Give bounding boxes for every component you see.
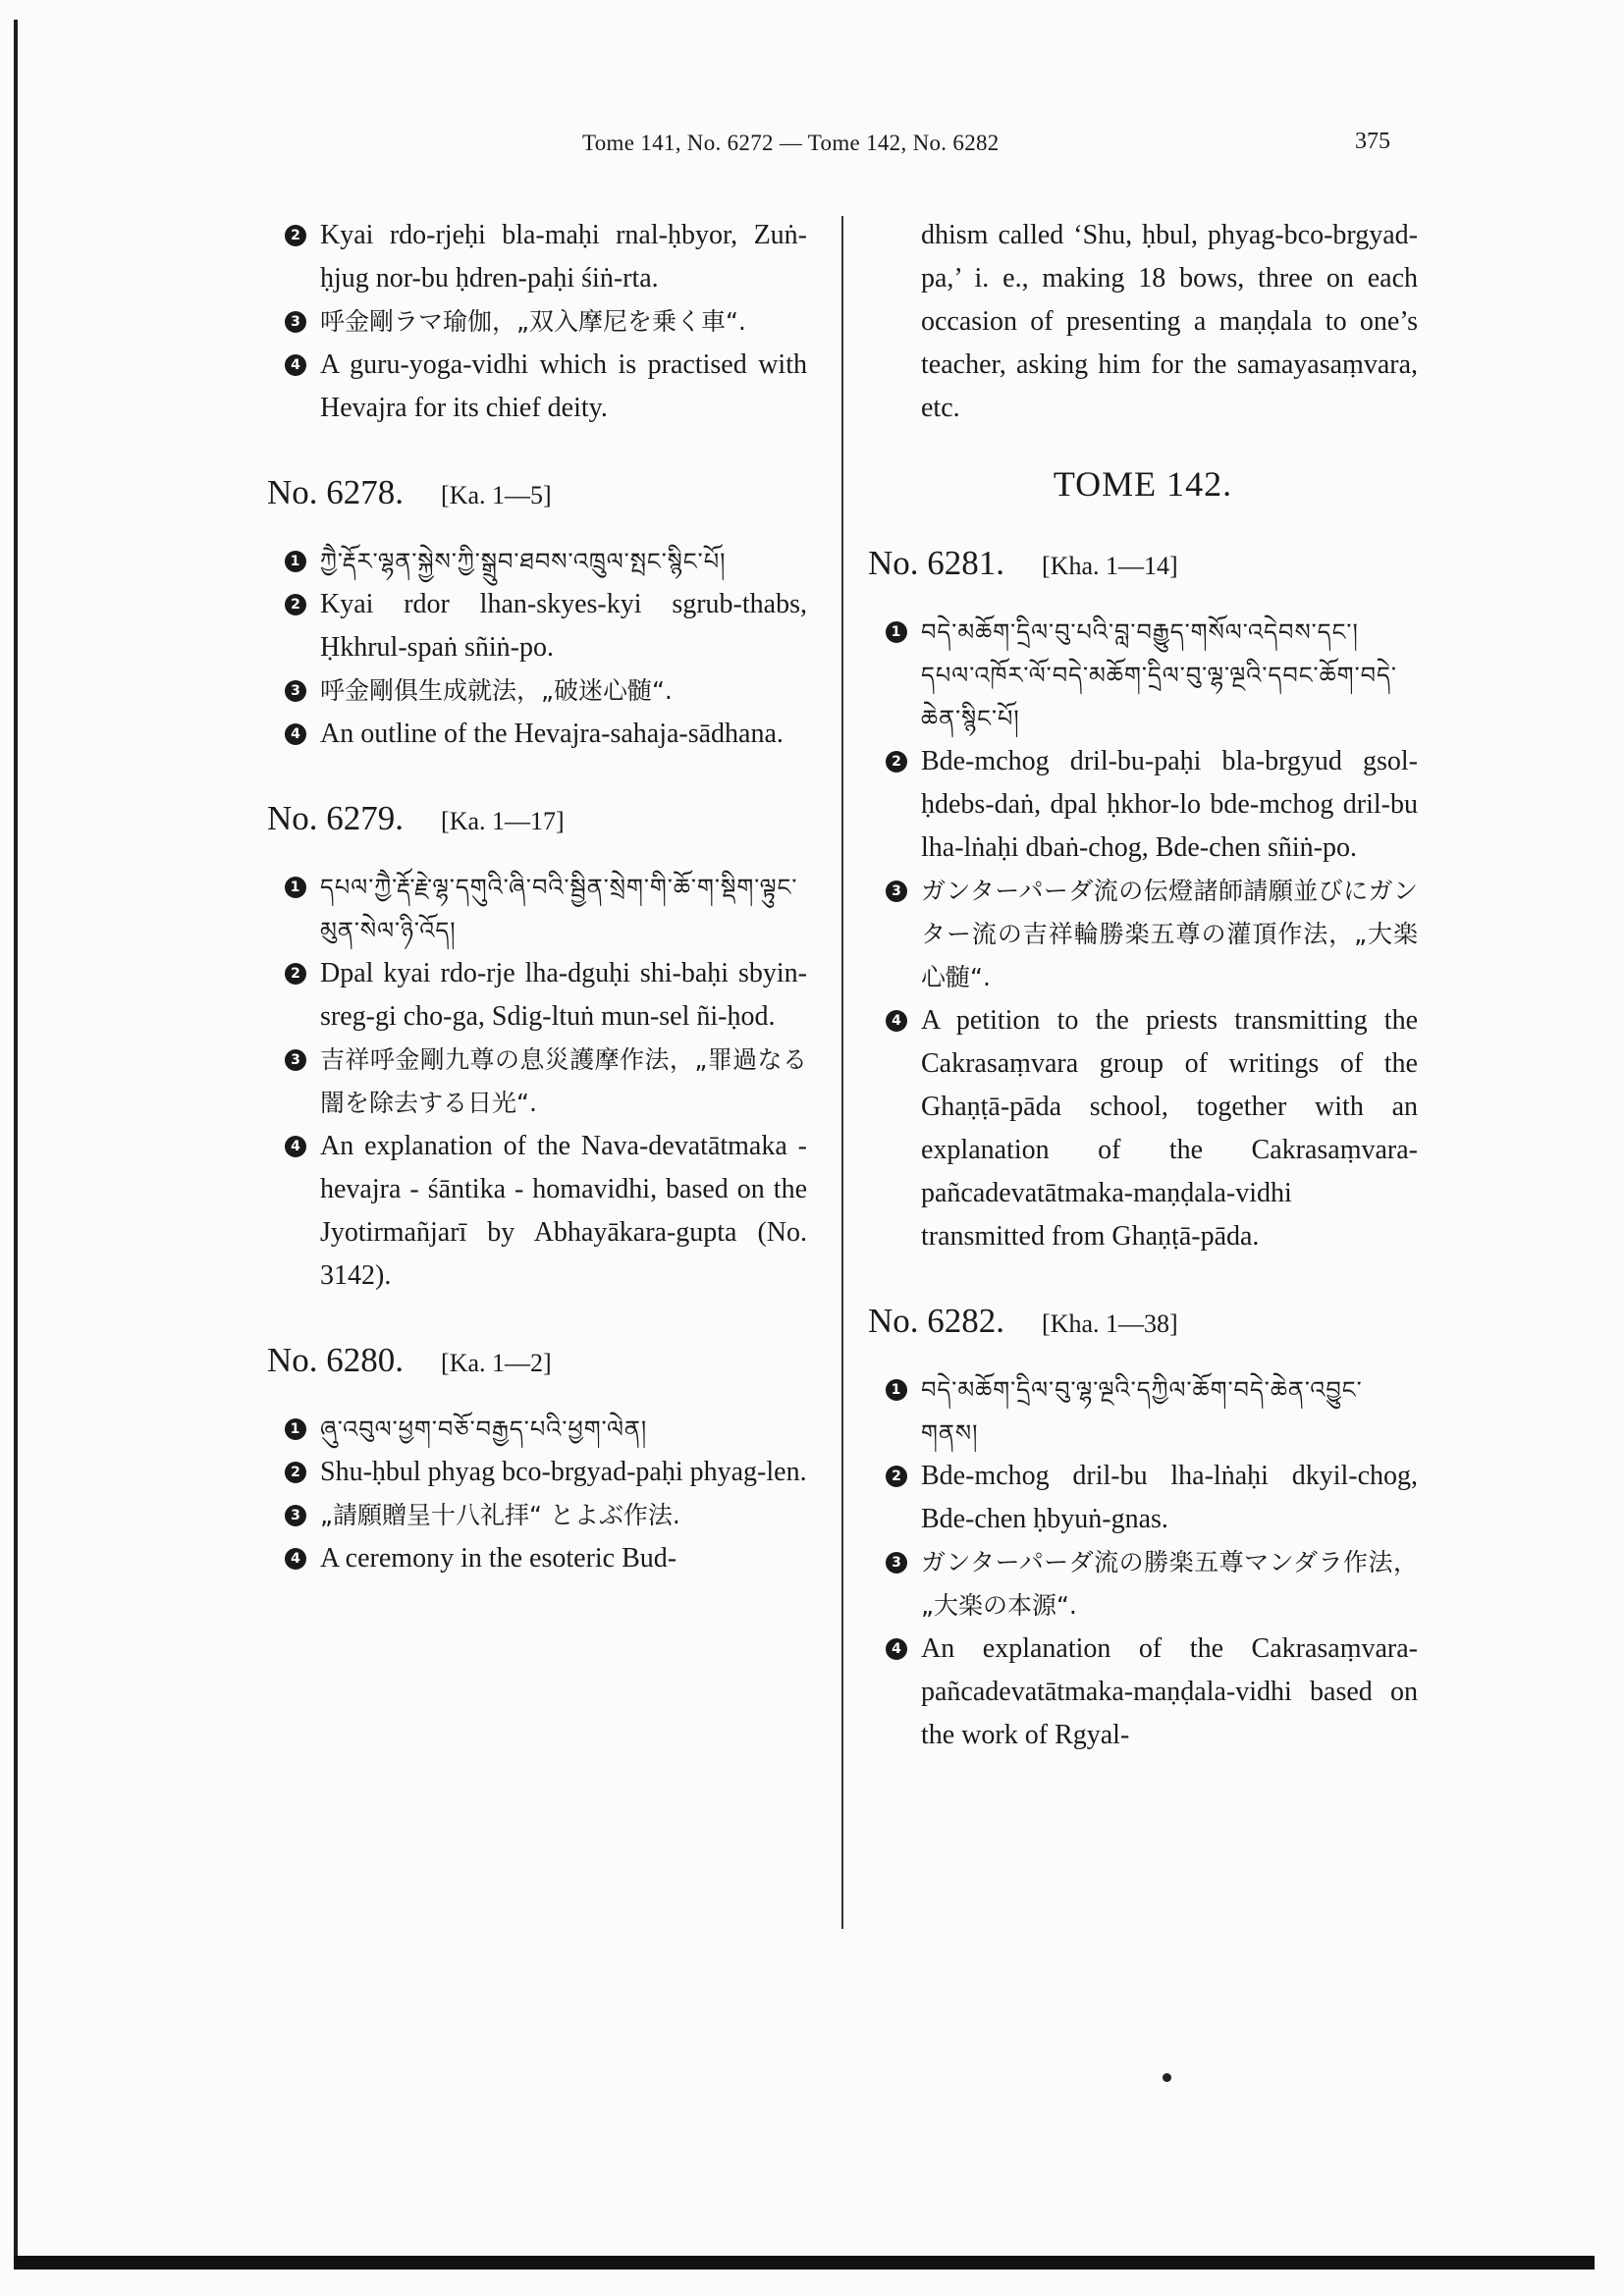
entry-reference: [Kha. 1—14]	[1042, 552, 1178, 580]
romanized-title: Shu-ḥbul phyag bco-brgyad-paḥi phyag-len.	[320, 1457, 807, 1487]
circled-number-marker: 1	[285, 1418, 306, 1440]
entry-heading	[868, 1302, 1418, 1341]
circled-number-marker: 1	[285, 551, 306, 572]
circled-number-marker: 1	[886, 621, 907, 643]
list-item	[267, 1408, 807, 1451]
circled-number-marker: 1	[285, 877, 306, 898]
list-item	[267, 1537, 807, 1580]
romanized-title: Dpal kyai rdo-rje lha-dguḥi shi-baḥi sbyin-sreg-gi cho-ga, Sdig-ltuṅ mun-sel ñi-ḥod.	[320, 958, 807, 1032]
circled-number-marker: 4	[886, 1010, 907, 1032]
list-item	[868, 1541, 1418, 1628]
japanese-title: ガンターパーダ流の伝燈諸師請願並びにガンター流の吉祥輪勝楽五尊の灌頂作法，„大楽心髄“.	[921, 877, 1418, 991]
entry-reference: [Ka. 1—5]	[441, 481, 552, 509]
column-divider	[841, 216, 843, 1929]
tome-title: TOME 142.	[1053, 464, 1233, 504]
list-item	[267, 540, 807, 583]
tibetan-title: ཞུ་འབུལ་ཕྱག་བཅོ་བརྒྱད་པའི་ཕྱག་ལེན།	[320, 1415, 648, 1443]
list-item	[868, 611, 1418, 740]
list-item	[267, 300, 807, 344]
entry-heading	[267, 799, 807, 838]
circled-number-marker: 3	[285, 680, 306, 702]
list-item	[868, 1368, 1418, 1455]
circled-number-marker: 4	[285, 354, 306, 376]
tibetan-title: ཀྱཻ་རྡོར་ལྷན་སྐྱེས་ཀྱི་སྒྲུབ་ཐབས་འཁྲུལ་སྤང་སྙིང་པོ།	[320, 548, 727, 575]
ink-speck	[1163, 2073, 1171, 2082]
list-item	[267, 1125, 807, 1298]
circled-number-marker: 4	[285, 1548, 306, 1570]
list-item	[267, 669, 807, 713]
romanized-title: Kyai rdo-rjeḥi bla-maḥi rnal-ḥbyor, Zuṅ-ḥjug nor-bu ḥdren-paḥi śiṅ-rta.	[320, 220, 807, 294]
japanese-title: 呼金剛ラマ瑜伽，„双入摩尼を乗く車“.	[320, 307, 746, 336]
description: An explanation of the Nava-devatātmaka - hevajra - śāntika - homavidhi, based on the Jyotirmañjarī by Abhayākara-gupta (No. 3142).	[320, 1131, 807, 1291]
romanized-title: Bde-mchog dril-bu-paḥi bla-brgyud gsol-ḥdebs-daṅ, dpal ḥkhor-lo bde-mchog dril-bu lha-lṅaḥi dbaṅ-chog, Bde-chen sñiṅ-po.	[921, 746, 1418, 863]
circled-number-marker: 4	[285, 723, 306, 745]
romanized-title: Kyai rdor lhan-skyes-kyi sgrub-thabs, Ḥkhrul-spaṅ sñiṅ-po.	[320, 589, 807, 663]
entry-reference: [Kha. 1—38]	[1042, 1309, 1178, 1338]
circled-number-marker: 2	[285, 1462, 306, 1483]
list-item	[267, 1039, 807, 1125]
page-number: 375	[1355, 129, 1390, 154]
scan-left-edge	[14, 20, 18, 2258]
description: An explanation of the Cakrasaṃvara-pañcadevatātmaka-maṇḍala-vidhi based on the work of Rgyal-	[921, 1633, 1418, 1750]
entry-number: No. 6279.	[267, 799, 405, 837]
circled-number-marker: 2	[285, 963, 306, 985]
description: A petition to the priests transmitting the Cakrasaṃvara group of writings of the Ghaṇṭā-pāda school, together with an explanation of the Cakrasaṃvara-pañcadevatātmaka-maṇḍala-vidhi transmitted from Ghaṇṭā-pāda.	[921, 1005, 1418, 1252]
japanese-title: 呼金剛俱生成就法，„破迷心髄“.	[320, 676, 673, 705]
circled-number-marker: 2	[886, 1466, 907, 1487]
circled-number-marker: 2	[285, 225, 306, 246]
circled-number-marker: 1	[886, 1379, 907, 1401]
circled-number-marker: 2	[886, 751, 907, 773]
entry-number: No. 6278.	[267, 473, 405, 511]
circled-number-marker: 3	[285, 1049, 306, 1071]
list-item	[267, 952, 807, 1039]
circled-number-marker: 2	[285, 594, 306, 615]
japanese-title: „請願贈呈十八礼拝“ とよぶ作法.	[320, 1501, 680, 1529]
circled-number-marker: 3	[285, 311, 306, 333]
list-item	[868, 870, 1418, 999]
romanized-title: Bde-mchog dril-bu lha-lṅaḥi dkyil-chog, Bde-chen ḥbyuṅ-gnas.	[921, 1461, 1418, 1534]
circled-number-marker: 3	[886, 1552, 907, 1574]
list-item	[267, 1451, 807, 1494]
circled-number-marker: 4	[886, 1638, 907, 1660]
running-head: Tome 141, No. 6272 — Tome 142, No. 6282	[582, 131, 1000, 155]
circled-number-marker: 3	[886, 881, 907, 902]
right-column	[868, 214, 1418, 1757]
circled-number-marker: 4	[285, 1136, 306, 1157]
entry-heading	[267, 473, 807, 512]
description: An outline of the Hevajra-sahaja-sādhana.	[320, 719, 784, 749]
list-item	[868, 1455, 1418, 1541]
list-item	[267, 344, 807, 430]
entry-number: No. 6281.	[868, 544, 1005, 582]
list-item	[267, 866, 807, 952]
left-column	[267, 214, 807, 1580]
tibetan-title: བདེ་མཆོག་དྲིལ་བུ་པའི་བླ་བརྒྱུད་གསོལ་འདེབས་དང་། དཔལ་འཁོར་ལོ་བདེ་མཆོག་དྲིལ་བུ་ལྷ་ལྔའི་དབང་ཆོག་བདེ་ཆེན་སྙིང་པོ།	[921, 618, 1397, 732]
entry-heading	[267, 1341, 807, 1380]
list-item	[267, 583, 807, 669]
list-item	[267, 1494, 807, 1537]
continued-description: dhism called ‘Shu, ḥbul, phyag-bco-brgyad-pa,’ i. e., making 18 bows, three on each occasion of presenting a maṇḍala to one’s teacher, asking him for the samayasaṃvara, etc.	[921, 220, 1418, 423]
entry-reference: [Ka. 1—2]	[441, 1349, 552, 1377]
list-item	[868, 740, 1418, 870]
japanese-title: 吉祥呼金剛九尊の息災護摩作法，„罪過なる闇を除去する日光“.	[320, 1045, 807, 1117]
list-item	[267, 214, 807, 300]
list-item	[868, 1628, 1418, 1757]
tibetan-title: བདེ་མཆོག་དྲིལ་བུ་ལྷ་ལྔའི་དཀྱིལ་ཆོག་བདེ་ཆེན་འབྱུང་གནས།	[921, 1376, 1363, 1447]
description: A guru-yoga-vidhi which is practised with Hevajra for its chief deity.	[320, 349, 807, 423]
entry-number: No. 6280.	[267, 1341, 405, 1379]
entry-heading	[868, 544, 1418, 583]
list-item	[868, 999, 1418, 1258]
circled-number-marker: 3	[285, 1505, 306, 1526]
scan-bottom-edge	[14, 2256, 1595, 2269]
tibetan-title: དཔལ་ཀྱཻ་རྡོ་རྗེ་ལྷ་དགུའི་ཞི་བའི་སྦྱིན་སྲེག་གི་ཆོ་ག་སྡིག་ལྟུང་མུན་སེལ་ཉི་འོད།	[320, 874, 798, 944]
entry-reference: [Ka. 1—17]	[441, 807, 565, 835]
japanese-title: ガンターパーダ流の勝楽五尊マンダラ作法，„大楽の本源“.	[921, 1548, 1418, 1620]
entry-number: No. 6282.	[868, 1302, 1005, 1340]
description: A ceremony in the esoteric Bud-	[320, 1543, 677, 1574]
list-item	[267, 713, 807, 756]
